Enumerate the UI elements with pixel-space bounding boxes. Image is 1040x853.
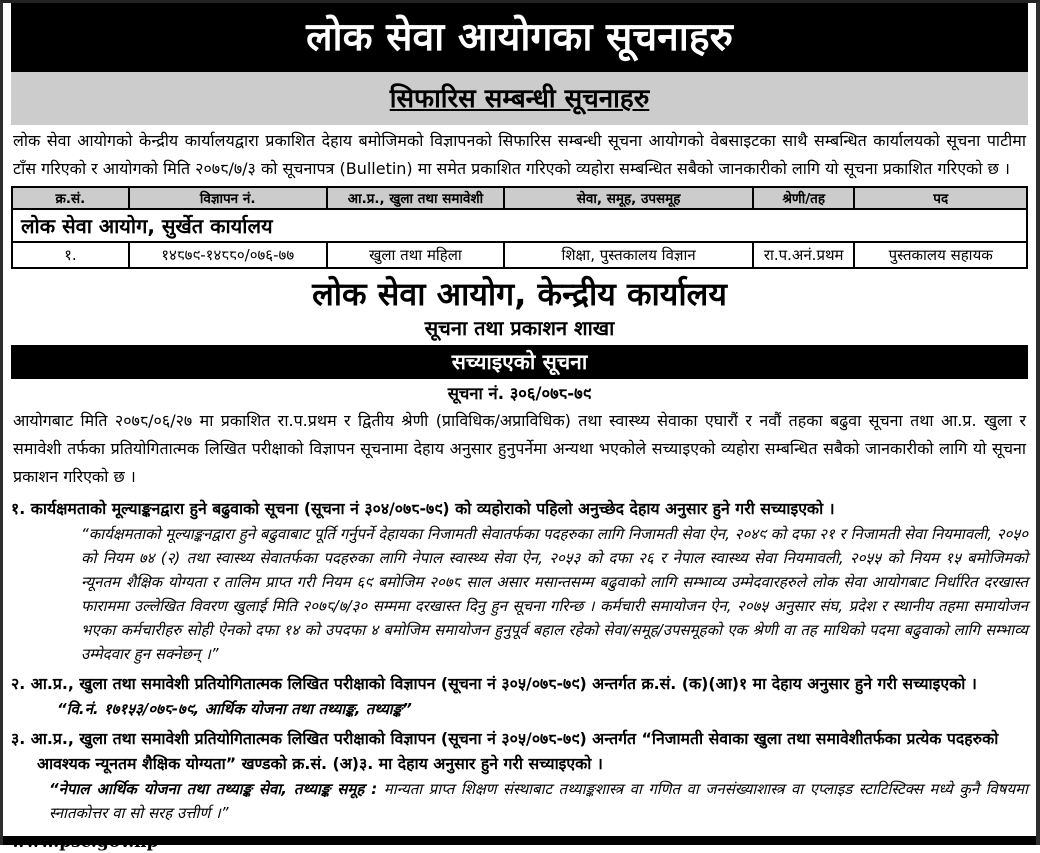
correction-item-2-heading: २. आ.प्र., खुला तथा समावेशी प्रतियोगितात्मक लिखित परीक्षाको विज्ञापन (सूचना नं ३०५/०७८-७९) अन्तर्गत क्र.सं. (क)(आ)१ मा देहाय अनुसार हुने गरी सच्याइएको ।: [11, 674, 977, 693]
notice-content: [11, 3, 1028, 853]
column-header-category: आ.प्र., खुला तथा समावेशी: [327, 187, 505, 209]
page-title: लोक सेवा आयोगका सूचनाहरु: [11, 3, 1028, 72]
table-header-row: [12, 187, 1027, 209]
central-office-heading: लोक सेवा आयोग, केन्द्रीय कार्यालय: [312, 275, 727, 313]
correction-item-2-body: “वि.नं. १७१५३/०७८-७९, आर्थिक योजना तथा तथ्याङ्क, तथ्याङ्क”: [57, 700, 412, 718]
cell-category: खुला तथा महिला: [327, 242, 505, 268]
bottom-border-bar: [3, 836, 1036, 845]
correction-item-3: [11, 726, 1028, 825]
correction-item-1-heading: १. कार्यक्षमताको मूल्याङ्कनद्वारा हुने बढुवाको सूचना (सूचना नं ३०४/०७८-७९) को व्यहोराको पहिलो अनुच्छेद देहाय अनुसार हुने गरी सच्याइएको ।: [11, 499, 835, 518]
notice-number: सूचना नं. ३०६/०७८-७९: [447, 384, 592, 403]
cell-post: पुस्तकालय सहायक: [854, 242, 1027, 268]
correction-item-3-heading: ३. आ.प्र., खुला तथा समावेशी प्रतियोगितात्मक लिखित परीक्षाको विज्ञापन (सूचना नं ३०५/०७८-७९) अन्तर्गत “निजामती सेवाका खुला तथा समावेशीतर्फका प्रत्येक पदहरुको आवश्यक न्यूनतम शैक्षिक योग्यता” खण्डको क्र.सं. (अ)३. मा देहाय अनुसार हुने गरी सच्याइएको ।: [11, 729, 999, 773]
office-group-row: [12, 209, 1027, 242]
office-group-label: लोक सेवा आयोग, सुर्खेत कार्यालय: [12, 209, 1027, 242]
correction-item-3-body: [49, 777, 1028, 825]
recommendation-intro-paragraph: लोक सेवा आयोगको केन्द्रीय कार्यालयद्वारा प्रकाशित देहाय बमोजिमको विज्ञापनको सिफारिस सम्बन्धी सूचना आयोगको वेबसाइटका साथै सम्बन्धित कार्यालयको सूचना पाटीमा टाँस गरिएको र आयोगको मिति २०७८/७/३ को सूचनापत्र (Bulletin) मा समेत प्रकाशित गरिएको व्यहोरा सम्बन्धित सबैको जानकारीको लागि यो सूचना प्रकाशित गरिएको छ ।: [13, 131, 1026, 178]
corrected-notice-banner: सच्याइएको सूचना: [11, 345, 1028, 379]
column-header-class-level: श्रेणी/तह: [753, 187, 855, 209]
correction-intro-paragraph: आयोगबाट मिति २०७८/०६/२७ मा प्रकाशित रा.प.प्रथम र द्वितीय श्रेणी (प्राविधिक/अप्राविधिक) तथा स्वास्थ्य सेवाका एघारौं र नवौं तहका बढुवा सूचना तथा आ.प्र. खुला र समावेशी तर्फका प्रतियोगितात्मक लिखित परीक्षाको विज्ञापन सूचनामा देहाय अनुसार हुनुपर्नेमा अन्यथा भएकोले सच्याइएको व्यहोरा सम्बन्धित सबैको जानकारीको लागि यो सूचना प्रकाशन गरिएको छ ।: [13, 411, 1026, 486]
table-row: [12, 242, 1027, 268]
recommendation-section-heading: [11, 72, 1028, 125]
column-header-service-group: सेवा, समूह, उपसमूह: [504, 187, 753, 209]
recommendation-section-heading-text: सिफारिस सम्बन्धी सूचनाहरु: [389, 84, 650, 114]
cell-advertisement-no: १४८७९-१४८८०/०७६-७७: [129, 242, 327, 268]
cell-serial: १.: [12, 242, 129, 268]
correction-item-1-body: “कार्यक्षमताको मूल्याङ्कनद्वारा हुने बढुवाबाट पूर्ति गर्नुपर्ने देहायका निजामती सेवातर्फका पदहरुका लागि निजामती सेवा ऐन, २०४९ को दफा २१ र निजामती सेवा नियमावली, २०५० को नियम ७४ (२) तथा स्वास्थ्य सेवातर्फका पदहरुका लागि नेपाल स्वास्थ्य सेवा ऐन, २०५३ को दफा २६ र नेपाल स्वास्थ्य सेवा नियमावली, २०५५ को नियम १५ बमोजिमको न्यूनतम शैक्षिक योग्यता र तालिम प्राप्त गरी नियम ६९ बमोजिम २०७८ साल असार मसान्तसम्म बढुवाको लागि सम्भाव्य उम्मेदवारहरुले लोक सेवा आयोगबाट निर्धारित दरखास्त फाराममा उल्लेखित विवरण खुलाई मिति २०७८/७/३० सम्ममा दरखास्त दिनु हुन सूचना गरिन्छ । कर्मचारी समायोजन ऐन, २०७५ अनुसार संघ, प्रदेश र स्थानीय तहमा समायोजन भएका कर्मचारीहरु सोही ऐनको दफा १४ को उपदफा ४ बमोजिम समायोजन हुनुपूर्व बहाल रहेको सेवा/समूह/उपसमूहको एक श्रेणी वा तह माथिको पदमा बढुवाको लागि सम्भाव्य उम्मेदवार हुन सक्नेछन् ।”: [81, 525, 1028, 663]
correction-item-1: [11, 496, 1028, 666]
column-header-serial: क्र.सं.: [12, 187, 129, 209]
vacancy-table: [11, 186, 1028, 269]
cell-service-group: शिक्षा, पुस्तकालय विज्ञान: [504, 242, 753, 268]
correction-item-2: [11, 671, 1028, 721]
publication-branch-heading: सूचना तथा प्रकाशन शाखा: [424, 316, 615, 340]
correction-item-3-body-rest: मान्यता प्राप्त शिक्षण संस्थाबाट तथ्याङ्कशास्त्र वा गणित वा जनसंख्याशास्त्र वा एप्लाइड स्टाटिस्टिक्स मध्ये कुनै विषयमा स्नातकोत्तर वा सो सरह उत्तीर्ण ।”: [49, 780, 1028, 822]
cell-class-level: रा.प.अनं.प्रथम: [753, 242, 855, 268]
column-header-post: पद: [854, 187, 1027, 209]
column-header-advertisement-no: विज्ञापन नं.: [129, 187, 327, 209]
correction-item-3-body-lead: “नेपाल आर्थिक योजना तथा तथ्याङ्क सेवा, तथ्याङ्क समूह :: [49, 780, 378, 798]
